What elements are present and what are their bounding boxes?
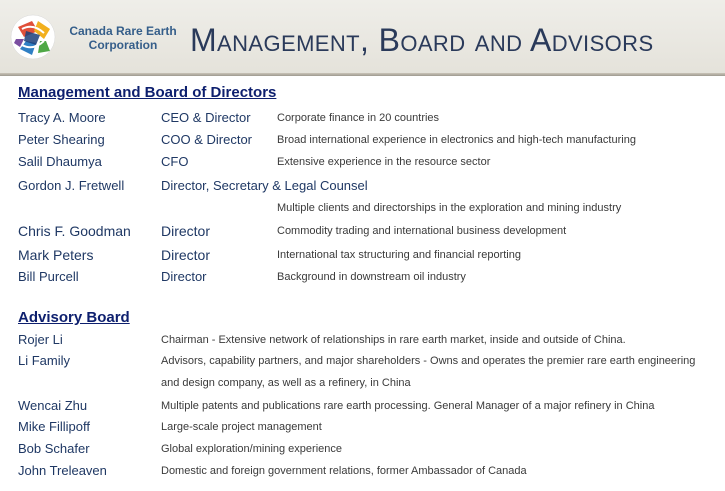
- management-heading: Management and Board of Directors: [18, 84, 277, 101]
- advisor-description: Global exploration/mining experience: [161, 443, 342, 455]
- advisory-row: [0, 397, 725, 419]
- advisory-row: [0, 331, 725, 353]
- management-row: [0, 246, 725, 268]
- advisory-heading: Advisory Board: [18, 309, 130, 326]
- company-logo-icon: [8, 13, 58, 61]
- advisory-row: [0, 352, 725, 374]
- advisor-name: Rojer Li: [18, 332, 63, 347]
- person-name: Bill Purcell: [18, 269, 79, 284]
- person-name: Chris F. Goodman: [18, 223, 131, 239]
- person-name: Tracy A. Moore: [18, 110, 106, 125]
- management-row: [0, 131, 725, 153]
- person-name: Peter Shearing: [18, 132, 105, 147]
- company-name-line2: Corporation: [88, 38, 158, 52]
- person-role: COO & Director: [161, 132, 253, 147]
- advisor-name: Wencai Zhu: [18, 398, 88, 413]
- person-name: Salil Dhaumya: [18, 154, 102, 169]
- person-role: Director: [161, 223, 211, 239]
- advisor-description: Domestic and foreign government relations, former Ambassador of Canada: [161, 465, 527, 477]
- advisory-row: [0, 440, 725, 462]
- person-role: Director, Secretary & Legal Counsel: [161, 178, 368, 193]
- advisory-row: [0, 374, 725, 396]
- advisor-name: John Treleaven: [18, 463, 107, 478]
- person-description: Multiple clients and directorships in the exploration and mining industry: [277, 202, 622, 214]
- person-role: Director: [161, 247, 211, 263]
- management-row: [0, 268, 725, 290]
- company-name-line1: Canada Rare Earth: [69, 24, 177, 38]
- management-row: [0, 222, 725, 244]
- person-role: CFO: [161, 154, 189, 169]
- person-description: International tax structuring and financial reporting: [277, 249, 521, 261]
- management-row: [0, 199, 725, 221]
- management-row: [0, 153, 725, 175]
- company-name: [63, 24, 183, 52]
- person-description: Commodity trading and international business development: [277, 225, 567, 237]
- header-divider: [0, 73, 725, 76]
- person-role: CEO & Director: [161, 110, 251, 125]
- advisor-name: Li Family: [18, 353, 71, 368]
- advisor-name: Mike Fillipoff: [18, 419, 91, 434]
- advisor-description: Large-scale project management: [161, 421, 322, 433]
- person-name: Gordon J. Fretwell: [18, 178, 125, 193]
- advisor-description: Chairman - Extensive network of relationships in rare earth market, inside and outside of China.: [161, 334, 626, 346]
- advisor-description: Advisors, capability partners, and major shareholders - Owns and operates the premier rare earth engineering: [161, 355, 696, 367]
- person-description: Background in downstream oil industry: [277, 271, 466, 283]
- person-description: Extensive experience in the resource sector: [277, 156, 491, 168]
- management-row: [0, 177, 725, 199]
- advisory-row: [0, 462, 725, 484]
- person-name: Mark Peters: [18, 247, 94, 263]
- advisor-description: Multiple patents and publications rare earth processing. General Manager of a major refinery in China: [161, 400, 655, 412]
- person-role: Director: [161, 269, 207, 284]
- advisor-description: and design company, as well as a refinery, in China: [161, 377, 411, 389]
- page-title: Management, Board and Advisors: [190, 22, 654, 58]
- person-description: Corporate finance in 20 countries: [277, 112, 440, 124]
- management-row: [0, 109, 725, 131]
- person-description: Broad international experience in electronics and high-tech manufacturing: [277, 134, 636, 146]
- advisory-row: [0, 418, 725, 440]
- advisor-name: Bob Schafer: [18, 441, 90, 456]
